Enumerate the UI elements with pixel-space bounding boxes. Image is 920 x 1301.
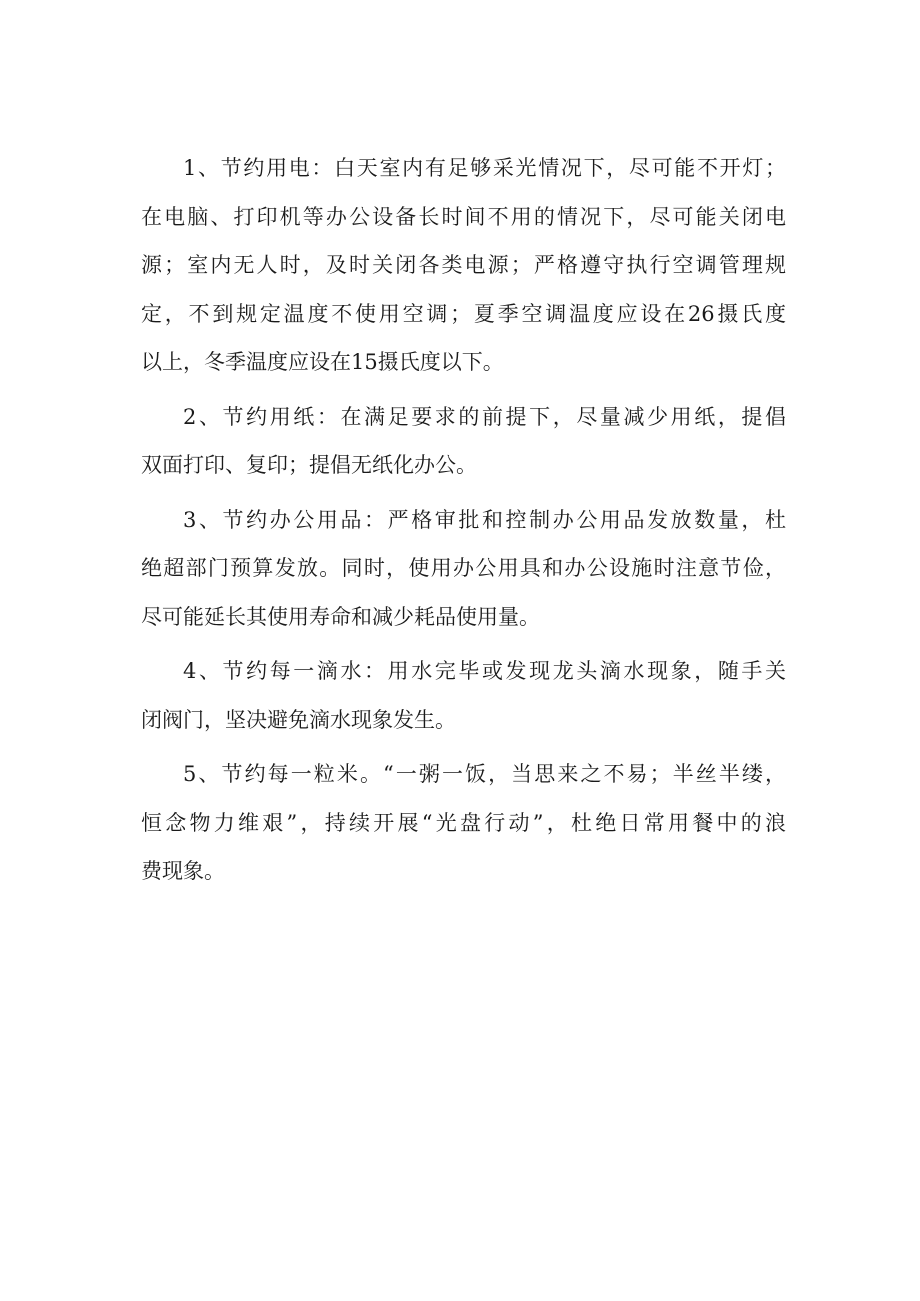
text-line: 源；室内无人时，及时关闭各类电源；严格遵守执行空调管理规 [141, 253, 786, 277]
paragraph-save-water [141, 647, 786, 744]
text-line: 绝超部门预算发放。同时，使用办公用具和办公设施时注意节俭， [141, 556, 786, 580]
text-line: 2、节约用纸：在满足要求的前提下，尽量减少用纸，提倡 [183, 404, 786, 429]
text-line: 定，不到规定温度不使用空调；夏季空调温度应设在26摄氏度 [141, 301, 786, 326]
text-line: 在电脑、打印机等办公设备长时间不用的情况下，尽可能关闭电 [141, 204, 786, 229]
text-line: 尽可能延长其使用寿命和减少耗品使用量。 [141, 604, 540, 629]
document-body [141, 144, 786, 902]
paragraph-save-paper [141, 393, 786, 490]
text-line: 以上，冬季温度应设在15摄氏度以下。 [141, 350, 504, 374]
text-line: 恒念物力维艰”，持续开展“光盘行动”，杜绝日常用餐中的浪 [141, 810, 786, 835]
paragraph-save-electricity [141, 144, 786, 387]
paragraph-save-food [141, 750, 786, 896]
text-line: 3、节约办公用品：严格审批和控制办公用品发放数量，杜 [183, 507, 786, 532]
text-line: 4、节约每一滴水：用水完毕或发现龙头滴水现象，随手关 [183, 659, 786, 683]
text-line: 双面打印、复印；提倡无纸化办公。 [141, 453, 477, 477]
paragraph-save-office-supplies [141, 496, 786, 642]
text-line: 费现象。 [141, 859, 225, 883]
text-line: 闭阀门，坚决避免滴水现象发生。 [141, 707, 456, 732]
text-line: 1、节约用电：白天室内有足够采光情况下，尽可能不开灯； [183, 156, 786, 180]
text-line: 5、节约每一粒米。“一粥一饭，当思来之不易；半丝半缕， [183, 762, 786, 786]
